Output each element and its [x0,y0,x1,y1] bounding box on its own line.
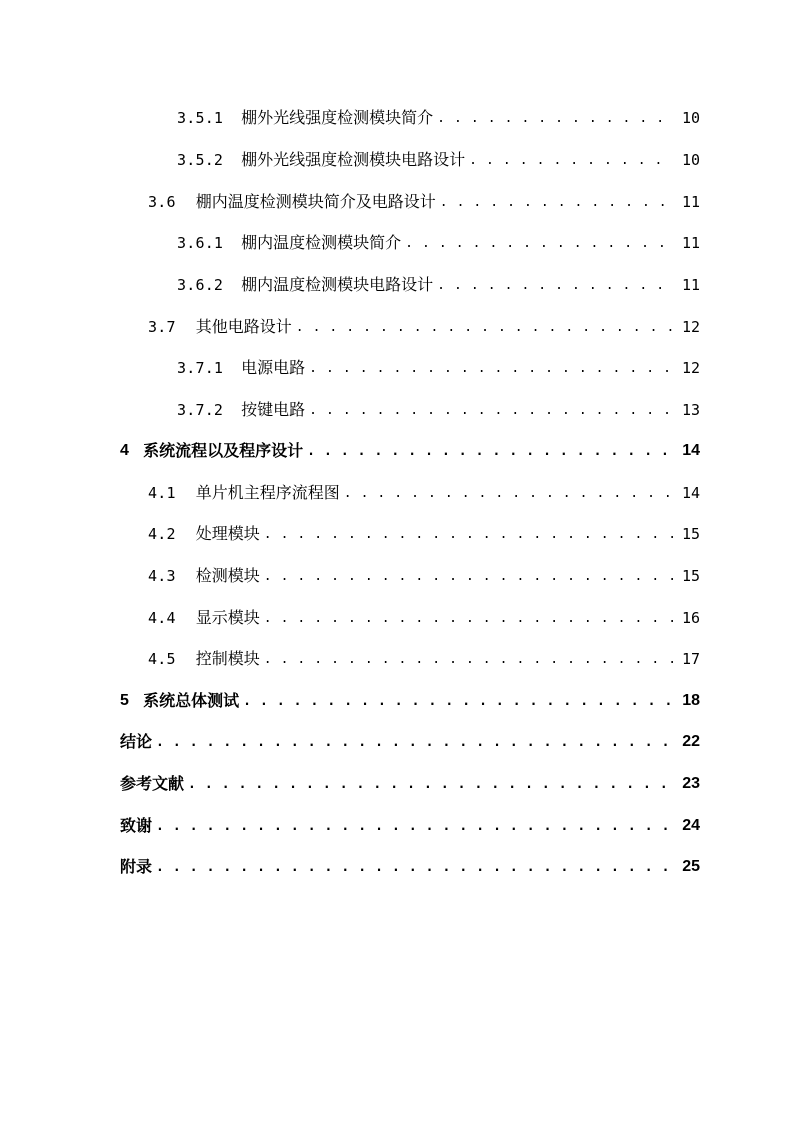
toc-entry-conclusion[interactable] [120,728,700,752]
toc-entry-page: 24 [682,817,700,834]
toc-entry-page: 12 [681,359,700,377]
toc-entry-3-6[interactable] [148,188,700,212]
toc-entry-3-7-2[interactable] [177,396,700,420]
toc-dot-leader [188,776,674,794]
toc-entry-page: 17 [681,650,700,668]
toc-dot-leader [309,402,674,420]
toc-dot-leader [437,277,674,295]
toc-entry-title: 参考文献 [120,774,185,793]
toc-entry-title: 系统流程以及程序设计 [143,441,304,460]
toc-dot-leader [156,818,674,836]
toc-entry-number: 3.5.2 [177,151,224,169]
toc-entry-page: 11 [681,276,700,294]
toc-entry-page: 15 [681,567,700,585]
toc-entry-chapter-5[interactable] [120,687,700,711]
toc-dot-leader [264,568,674,586]
toc-entry-3-7-1[interactable] [177,354,700,378]
toc-entry-number: 3.6.1 [177,234,224,252]
toc-entry-page: 22 [682,733,700,750]
toc-entry-acknowledgements[interactable] [120,812,700,836]
toc-entry-3-6-2[interactable] [177,271,700,295]
toc-entry-page: 16 [681,609,700,627]
toc-entry-title: 致谢 [120,816,153,835]
toc-entry-number: 3.5.1 [177,109,224,127]
toc-entry-page: 14 [681,484,700,502]
toc-entry-title: 电源电路 [241,358,306,377]
toc-entry-chapter-4[interactable] [120,437,700,461]
toc-entry-page: 10 [681,109,700,127]
toc-entry-title: 附录 [120,857,153,876]
toc-entry-title: 棚外光线强度检测模块电路设计 [241,150,466,169]
toc-entry-references[interactable] [120,770,700,794]
toc-dot-leader [307,443,674,461]
toc-entry-title: 其他电路设计 [195,317,292,336]
toc-dot-leader [264,526,674,544]
toc-entry-page: 23 [682,775,700,792]
toc-entry-title: 棚内温度检测模块简介 [241,233,402,252]
toc-entry-4-3[interactable] [148,562,700,586]
toc-entry-page: 11 [681,234,700,252]
toc-entry-title: 显示模块 [195,608,260,627]
toc-dot-leader [156,734,674,752]
toc-entry-page: 14 [682,442,700,459]
toc-entry-title: 处理模块 [195,524,260,543]
toc-entry-number: 5 [120,692,130,709]
toc-entry-number: 3.7.2 [177,401,224,419]
toc-entry-title: 控制模块 [195,649,260,668]
toc-entry-appendix[interactable] [120,853,700,877]
toc-entry-number: 3.6.2 [177,276,224,294]
toc-entry-page: 13 [681,401,700,419]
toc-entry-page: 10 [681,151,700,169]
toc-dot-leader [243,693,674,711]
toc-dot-leader [156,859,674,877]
toc-dot-leader [264,651,674,669]
toc-entry-title: 检测模块 [195,566,260,585]
toc-entry-number: 4.2 [148,525,176,543]
toc-entry-number: 4.4 [148,609,176,627]
toc-entry-title: 按键电路 [241,400,306,419]
toc-entry-3-7[interactable] [148,313,700,337]
toc-dot-leader [469,152,674,170]
toc-entry-4-4[interactable] [148,604,700,628]
toc-entry-title: 棚内温度检测模块简介及电路设计 [195,192,436,211]
toc-entry-number: 4.5 [148,650,176,668]
toc-dot-leader [309,360,674,378]
toc-entry-title: 单片机主程序流程图 [195,483,340,502]
toc-entry-title: 棚内温度检测模块电路设计 [241,275,434,294]
toc-entry-page: 11 [681,193,700,211]
toc-dot-leader [296,319,674,337]
toc-dot-leader [264,610,674,628]
toc-entry-title: 结论 [120,732,153,751]
toc-entry-page: 12 [681,318,700,336]
toc-dot-leader [405,235,674,253]
toc-entry-number: 3.7.1 [177,359,224,377]
toc-entry-title: 棚外光线强度检测模块简介 [241,108,434,127]
toc-dot-leader [437,110,674,128]
toc-entry-title: 系统总体测试 [143,691,240,710]
toc-dot-leader [440,194,674,212]
toc-entry-number: 3.6 [148,193,176,211]
toc-entry-4-5[interactable] [148,645,700,669]
toc-entry-3-6-1[interactable] [177,229,700,253]
toc-entry-4-1[interactable] [148,479,700,503]
toc-entry-number: 4 [120,442,130,459]
toc-dot-leader [344,485,674,503]
toc-entry-3-5-2[interactable] [177,146,700,170]
toc-entry-3-5-1[interactable] [177,104,700,128]
toc-entry-number: 3.7 [148,318,176,336]
toc-entry-page: 18 [682,692,700,709]
toc-entry-page: 25 [682,858,700,875]
toc-entry-page: 15 [681,525,700,543]
toc-entry-number: 4.1 [148,484,176,502]
toc-entry-number: 4.3 [148,567,176,585]
toc-entry-4-2[interactable] [148,520,700,544]
